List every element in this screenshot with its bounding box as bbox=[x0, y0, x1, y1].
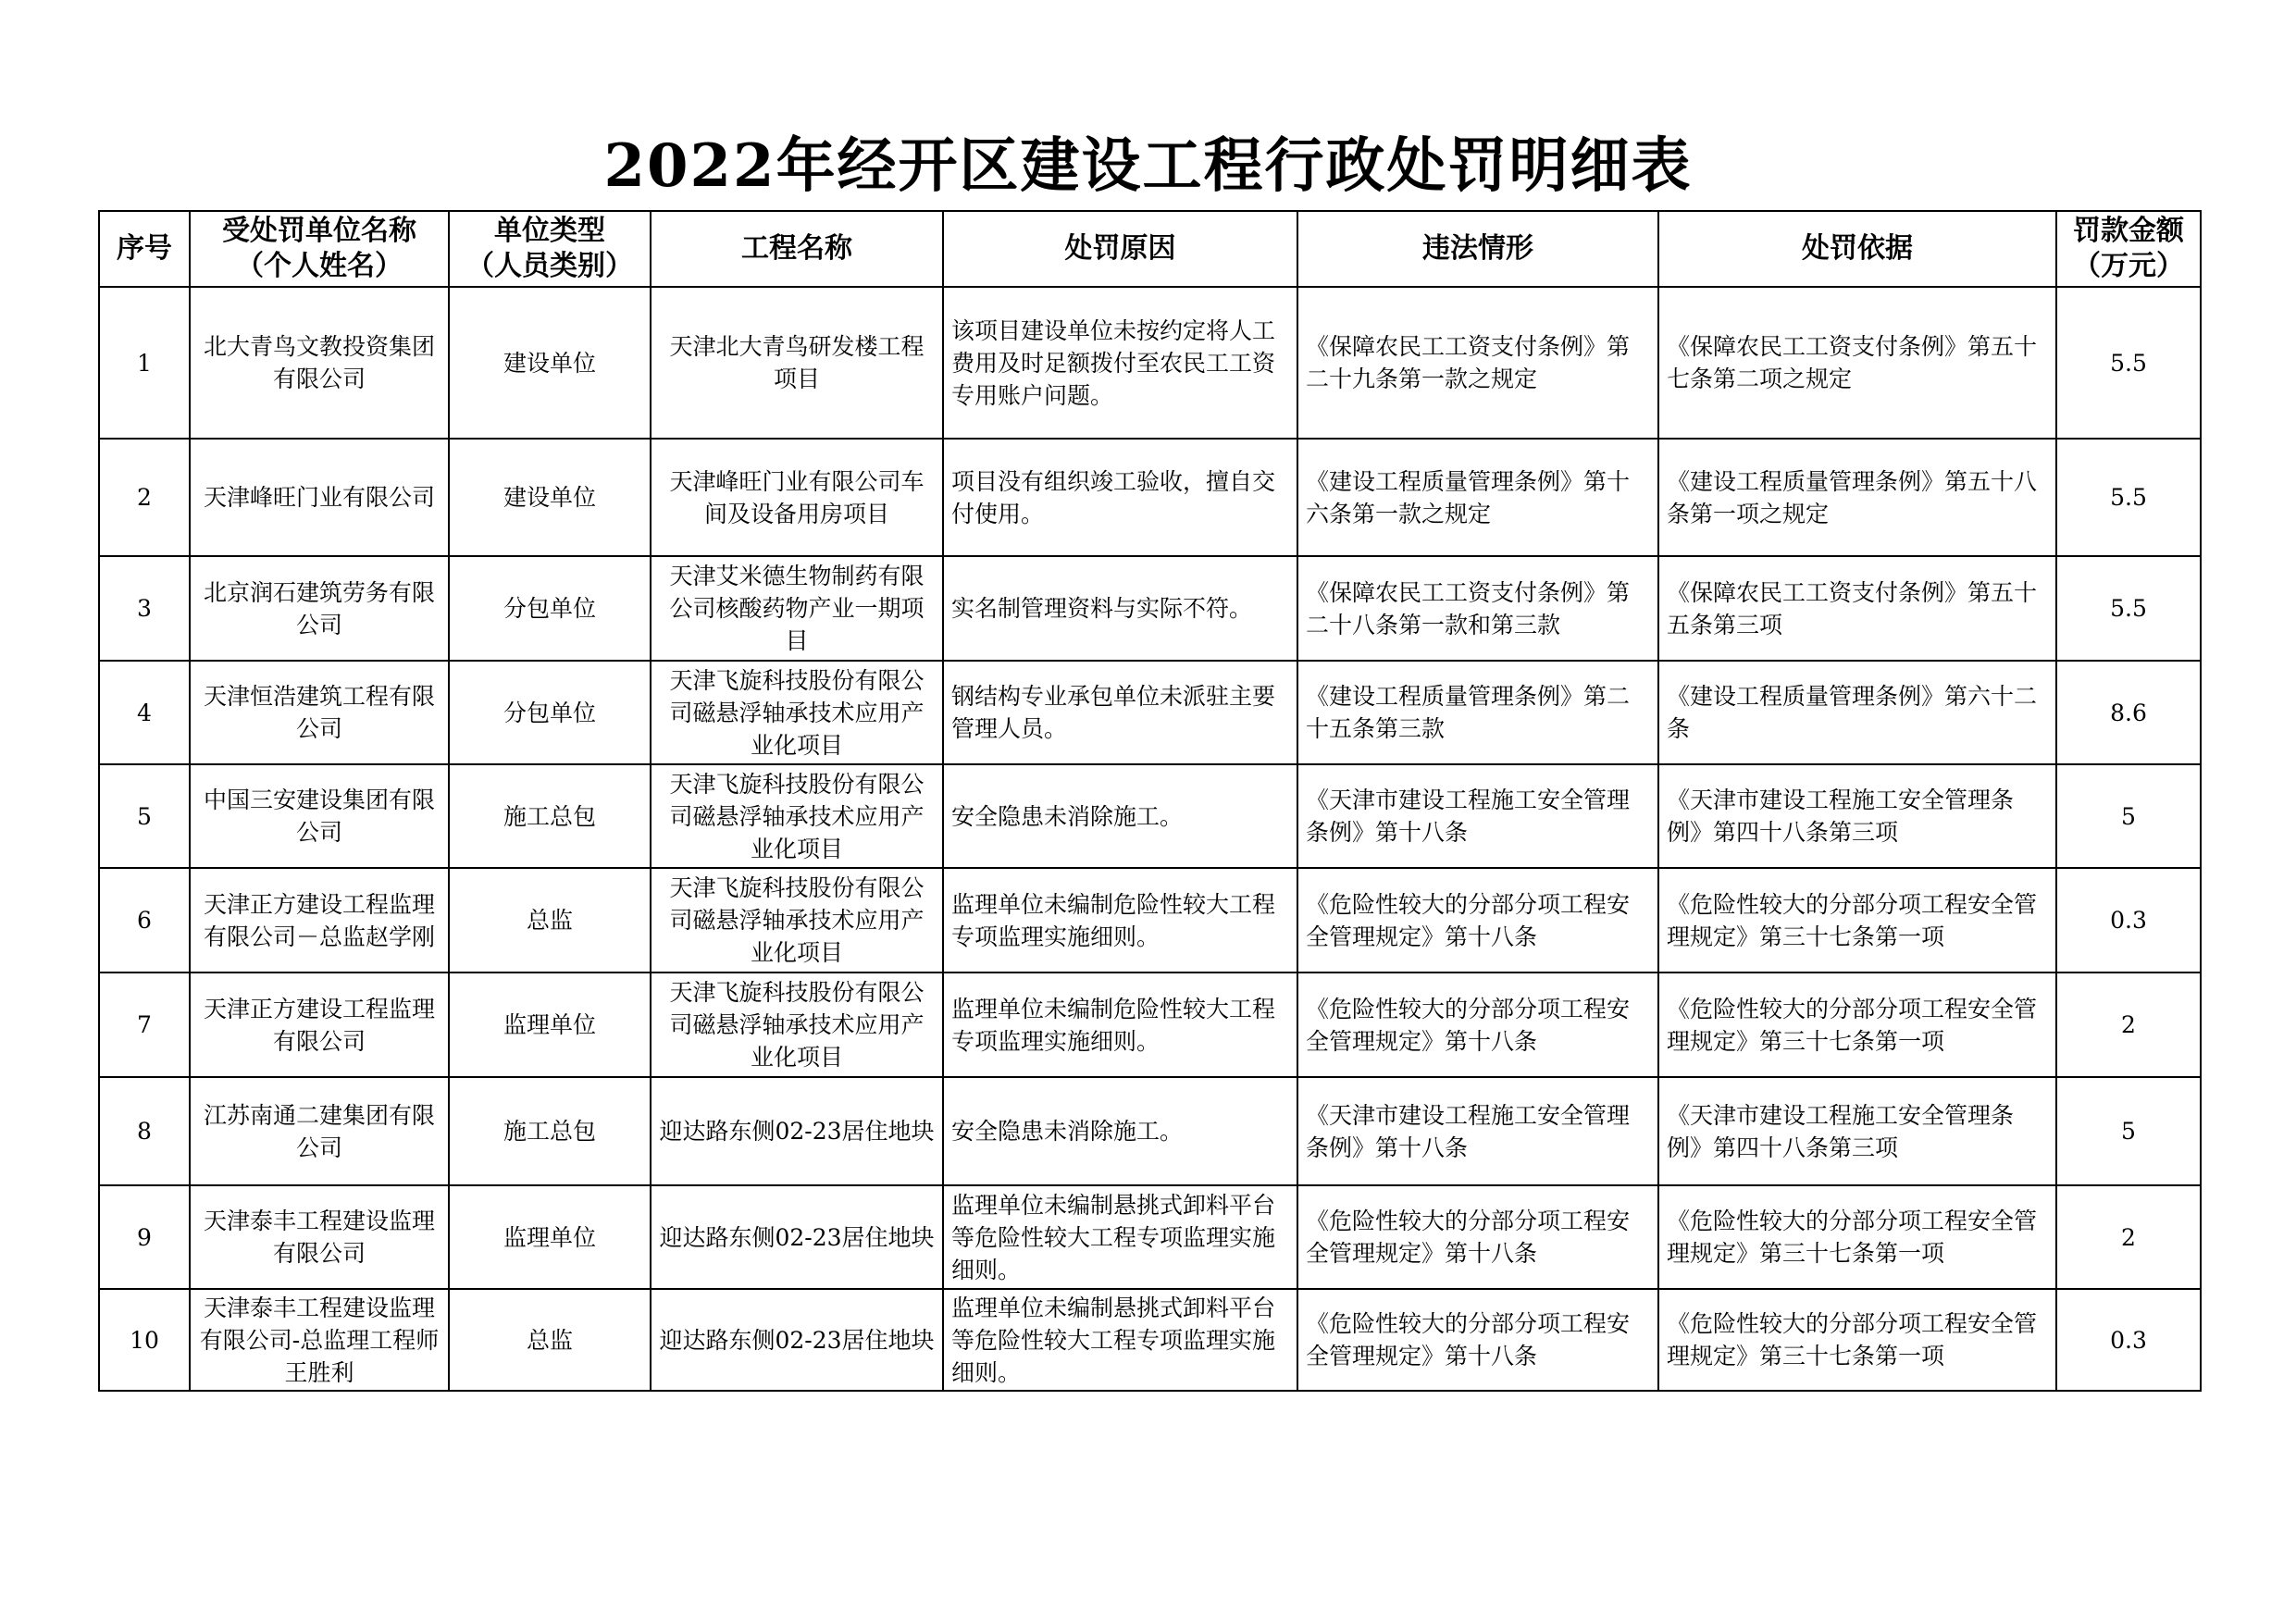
cell-violation: 《天津市建设工程施工安全管理条例》第十八条 bbox=[1297, 1077, 1658, 1185]
cell-reason: 监理单位未编制危险性较大工程专项监理实施细则。 bbox=[943, 973, 1297, 1077]
table-row bbox=[99, 1185, 2201, 1289]
table-row bbox=[99, 1077, 2201, 1185]
cell-type: 总监 bbox=[449, 868, 651, 973]
cell-reason: 监理单位未编制悬挑式卸料平台等危险性较大工程专项监理实施细则。 bbox=[943, 1289, 1297, 1391]
cell-name: 天津泰丰工程建设监理有限公司-总监理工程师王胜利 bbox=[190, 1289, 449, 1391]
header-row bbox=[99, 211, 2201, 287]
cell-project: 天津北大青鸟研发楼工程项目 bbox=[651, 287, 943, 439]
cell-fine: 5.5 bbox=[2056, 287, 2201, 439]
cell-name: 天津正方建设工程监理有限公司－总监赵学刚 bbox=[190, 868, 449, 973]
cell-type: 总监 bbox=[449, 1289, 651, 1391]
cell-basis: 《保障农民工工资支付条例》第五十五条第三项 bbox=[1658, 556, 2056, 661]
cell-type: 监理单位 bbox=[449, 1185, 651, 1289]
cell-violation: 《危险性较大的分部分项工程安全管理规定》第十八条 bbox=[1297, 1185, 1658, 1289]
header-name bbox=[190, 211, 449, 287]
cell-reason: 该项目建设单位未按约定将人工费用及时足额拨付至农民工工资专用账户问题。 bbox=[943, 287, 1297, 439]
cell-type: 施工总包 bbox=[449, 764, 651, 868]
cell-type: 建设单位 bbox=[449, 439, 651, 556]
cell-reason: 监理单位未编制悬挑式卸料平台等危险性较大工程专项监理实施细则。 bbox=[943, 1185, 1297, 1289]
cell-violation: 《危险性较大的分部分项工程安全管理规定》第十八条 bbox=[1297, 868, 1658, 973]
header-type-line2: （人员类别） bbox=[466, 250, 633, 282]
cell-project: 天津艾米德生物制药有限公司核酸药物产业一期项目 bbox=[651, 556, 943, 661]
cell-violation: 《危险性较大的分部分项工程安全管理规定》第十八条 bbox=[1297, 1289, 1658, 1391]
header-name-line2: （个人姓名） bbox=[236, 250, 403, 282]
cell-type: 建设单位 bbox=[449, 287, 651, 439]
cell-basis: 《危险性较大的分部分项工程安全管理规定》第三十七条第一项 bbox=[1658, 868, 2056, 973]
cell-basis: 《天津市建设工程施工安全管理条例》第四十八条第三项 bbox=[1658, 764, 2056, 868]
cell-project: 天津峰旺门业有限公司车间及设备用房项目 bbox=[651, 439, 943, 556]
cell-reason: 安全隐患未消除施工。 bbox=[943, 1077, 1297, 1185]
cell-fine: 0.3 bbox=[2056, 1289, 2201, 1391]
cell-violation: 《保障农民工工资支付条例》第二十九条第一款之规定 bbox=[1297, 287, 1658, 439]
cell-fine: 5.5 bbox=[2056, 439, 2201, 556]
cell-fine: 5 bbox=[2056, 764, 2201, 868]
cell-fine: 8.6 bbox=[2056, 661, 2201, 764]
cell-name: 北京润石建筑劳务有限公司 bbox=[190, 556, 449, 661]
cell-basis: 《天津市建设工程施工安全管理条例》第四十八条第三项 bbox=[1658, 1077, 2056, 1185]
cell-name: 中国三安建设集团有限公司 bbox=[190, 764, 449, 868]
cell-fine: 5 bbox=[2056, 1077, 2201, 1185]
cell-violation: 《保障农民工工资支付条例》第二十八条第一款和第三款 bbox=[1297, 556, 1658, 661]
cell-seq: 10 bbox=[99, 1289, 190, 1391]
cell-basis: 《危险性较大的分部分项工程安全管理规定》第三十七条第一项 bbox=[1658, 973, 2056, 1077]
cell-reason: 钢结构专业承包单位未派驻主要管理人员。 bbox=[943, 661, 1297, 764]
table-row bbox=[99, 973, 2201, 1077]
cell-name: 北大青鸟文教投资集团有限公司 bbox=[190, 287, 449, 439]
cell-basis: 《建设工程质量管理条例》第五十八条第一项之规定 bbox=[1658, 439, 2056, 556]
header-fine-line2: （万元） bbox=[2073, 250, 2184, 282]
page-title: 2022年经开区建设工程行政处罚明细表 bbox=[603, 131, 1693, 201]
cell-seq: 9 bbox=[99, 1185, 190, 1289]
cell-violation: 《建设工程质量管理条例》第十六条第一款之规定 bbox=[1297, 439, 1658, 556]
cell-reason: 监理单位未编制危险性较大工程专项监理实施细则。 bbox=[943, 868, 1297, 973]
cell-project: 天津飞旋科技股份有限公司磁悬浮轴承技术应用产业化项目 bbox=[651, 973, 943, 1077]
cell-violation: 《建设工程质量管理条例》第二十五条第三款 bbox=[1297, 661, 1658, 764]
cell-seq: 1 bbox=[99, 287, 190, 439]
header-fine-line1: 罚款金额 bbox=[2073, 215, 2184, 247]
header-type bbox=[449, 211, 651, 287]
header-violation: 违法情形 bbox=[1297, 211, 1658, 287]
header-fine bbox=[2056, 211, 2201, 287]
cell-seq: 8 bbox=[99, 1077, 190, 1185]
table-row bbox=[99, 868, 2201, 973]
cell-basis: 《危险性较大的分部分项工程安全管理规定》第三十七条第一项 bbox=[1658, 1185, 2056, 1289]
cell-violation: 《天津市建设工程施工安全管理条例》第十八条 bbox=[1297, 764, 1658, 868]
cell-basis: 《建设工程质量管理条例》第六十二条 bbox=[1658, 661, 2056, 764]
cell-name: 天津泰丰工程建设监理有限公司 bbox=[190, 1185, 449, 1289]
cell-seq: 2 bbox=[99, 439, 190, 556]
table-row bbox=[99, 439, 2201, 556]
cell-project: 天津飞旋科技股份有限公司磁悬浮轴承技术应用产业化项目 bbox=[651, 868, 943, 973]
table-row bbox=[99, 1289, 2201, 1391]
cell-basis: 《危险性较大的分部分项工程安全管理规定》第三十七条第一项 bbox=[1658, 1289, 2056, 1391]
cell-seq: 7 bbox=[99, 973, 190, 1077]
table-row bbox=[99, 764, 2201, 868]
cell-type: 施工总包 bbox=[449, 1077, 651, 1185]
cell-project: 迎达路东侧02-23居住地块 bbox=[651, 1185, 943, 1289]
cell-seq: 4 bbox=[99, 661, 190, 764]
cell-project: 迎达路东侧02-23居住地块 bbox=[651, 1289, 943, 1391]
cell-project: 天津飞旋科技股份有限公司磁悬浮轴承技术应用产业化项目 bbox=[651, 764, 943, 868]
cell-violation: 《危险性较大的分部分项工程安全管理规定》第十八条 bbox=[1297, 973, 1658, 1077]
cell-reason: 安全隐患未消除施工。 bbox=[943, 764, 1297, 868]
cell-type: 分包单位 bbox=[449, 661, 651, 764]
table-row bbox=[99, 556, 2201, 661]
cell-type: 分包单位 bbox=[449, 556, 651, 661]
cell-name: 天津恒浩建筑工程有限公司 bbox=[190, 661, 449, 764]
table-row bbox=[99, 287, 2201, 439]
cell-name: 天津正方建设工程监理有限公司 bbox=[190, 973, 449, 1077]
header-basis: 处罚依据 bbox=[1658, 211, 2056, 287]
header-name-line1: 受处罚单位名称 bbox=[222, 215, 416, 247]
cell-reason: 项目没有组织竣工验收，擅自交付使用。 bbox=[943, 439, 1297, 556]
cell-fine: 5.5 bbox=[2056, 556, 2201, 661]
cell-type: 监理单位 bbox=[449, 973, 651, 1077]
cell-project: 天津飞旋科技股份有限公司磁悬浮轴承技术应用产业化项目 bbox=[651, 661, 943, 764]
cell-seq: 6 bbox=[99, 868, 190, 973]
cell-fine: 2 bbox=[2056, 1185, 2201, 1289]
cell-seq: 3 bbox=[99, 556, 190, 661]
penalty-table bbox=[98, 210, 2202, 1392]
header-seq: 序号 bbox=[99, 211, 190, 287]
header-type-line1: 单位类型 bbox=[494, 215, 605, 247]
cell-name: 江苏南通二建集团有限公司 bbox=[190, 1077, 449, 1185]
cell-project: 迎达路东侧02-23居住地块 bbox=[651, 1077, 943, 1185]
cell-name: 天津峰旺门业有限公司 bbox=[190, 439, 449, 556]
header-project: 工程名称 bbox=[651, 211, 943, 287]
cell-reason: 实名制管理资料与实际不符。 bbox=[943, 556, 1297, 661]
header-reason: 处罚原因 bbox=[943, 211, 1297, 287]
cell-fine: 2 bbox=[2056, 973, 2201, 1077]
cell-basis: 《保障农民工工资支付条例》第五十七条第二项之规定 bbox=[1658, 287, 2056, 439]
cell-seq: 5 bbox=[99, 764, 190, 868]
table-row bbox=[99, 661, 2201, 764]
cell-fine: 0.3 bbox=[2056, 868, 2201, 973]
